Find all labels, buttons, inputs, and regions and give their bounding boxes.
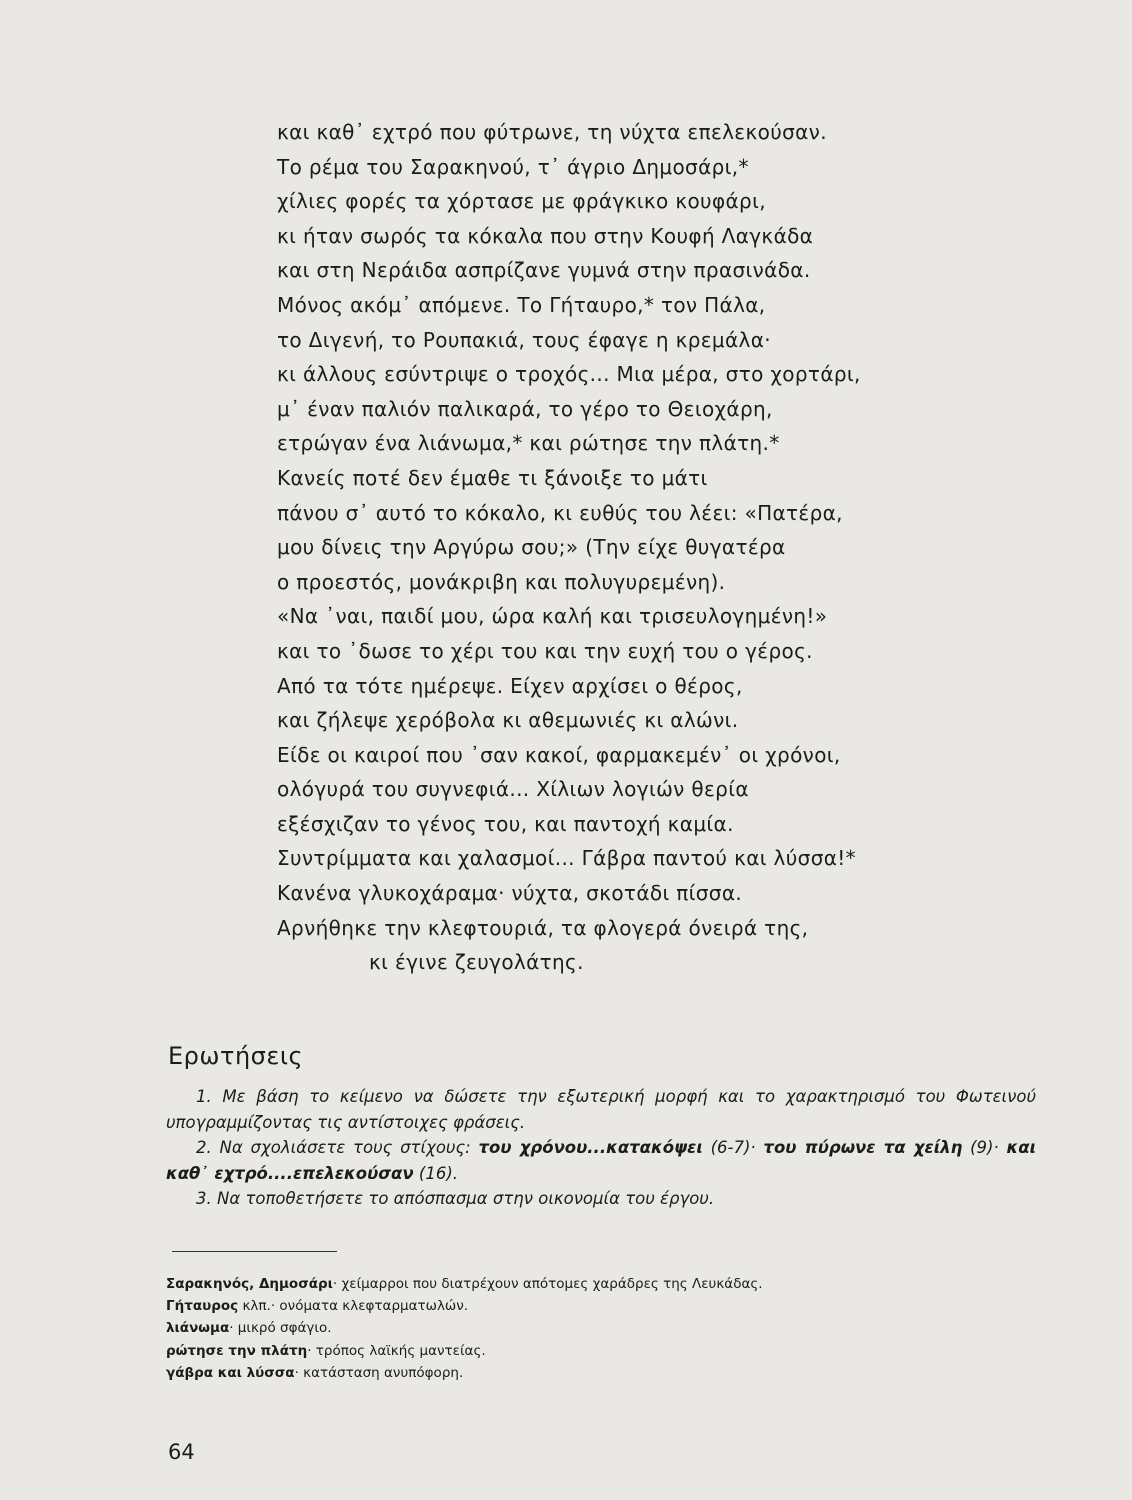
question-2-line-num: (16). [413, 1163, 459, 1183]
poem-line: ετρώγαν ένα λιάνωμα,* και ρώτησε την πλάτη.* [277, 431, 780, 456]
poem-line: Μόνος ακόμ᾽ απόμενε. Το Γήταυρο,* τον Πάλα, [277, 292, 766, 317]
question-1: 1. Με βάση το κείμενο να δώσετε την εξωτερική μορφή και το χαρακτηρισμό του Φωτεινού υπογραμμίζοντας τις αντίστοιχες φράσεις. [166, 1087, 1036, 1132]
poem-line: εξέσχιζαν το γένος του, και παντοχή καμία. [277, 811, 734, 836]
poem-line: και καθ᾽ εχτρό που φύτρωνε, τη νύχτα επελεκούσαν. [277, 120, 827, 144]
footnote-definition: κλπ.· ονόματα κλεφταρματωλών. [238, 1298, 469, 1315]
poem-line: και στη Νεράιδα ασπρίζανε γυμνά στην πρασινάδα. [277, 258, 811, 283]
footnote-term: Γήταυρος [166, 1298, 239, 1315]
poem-text [277, 115, 977, 980]
poem-line: Είδε οι καιροί που ᾽σαν κακοί, φαρμακεμέν᾽ οι χρόνοι, [277, 742, 841, 767]
poem-line: Κανένα γλυκοχάραμα· νύχτα, σκοτάδι πίσσα. [277, 881, 743, 906]
question-2-line-num: (9)· [962, 1138, 1007, 1157]
poem-line: χίλιες φορές τα χόρτασε με φράγκικο κουφάρι, [277, 189, 766, 214]
footnote-term: γάβρα και λύσσα [166, 1364, 295, 1381]
poem-line: το Διγενή, το Ρουπακιά, τους έφαγε η κρεμάλα· [277, 327, 771, 352]
question-2-verse-ref: του χρόνου...κατακόψει [478, 1138, 703, 1157]
poem-line: Κανείς ποτέ δεν έμαθε τι ξάνοιξε το μάτι [277, 465, 708, 490]
footnote [166, 1362, 966, 1384]
question-2-verse-ref: του πύρωνε τα χείλη [763, 1138, 963, 1157]
poem-line: Από τα τότε ημέρεψε. Είχεν αρχίσει ο θέρος, [277, 673, 743, 698]
footnote-definition: · χείμαρροι που διατρέχουν απότομες χαράδρες της Λευκάδας. [332, 1276, 763, 1292]
footnote [166, 1295, 966, 1317]
poem-line: Το ρέμα του Σαρακηνού, τ᾽ άγριο Δημοσάρι,* [277, 154, 749, 179]
footnote [166, 1317, 966, 1339]
questions-list [166, 1084, 1036, 1212]
footnotes [166, 1273, 966, 1384]
poem-line: και ζήλεψε χερόβολα κι αθεμωνιές κι αλώνι. [277, 708, 739, 733]
footnote-divider [172, 1251, 337, 1252]
poem-line: και το ᾽δωσε το χέρι του και την ευχή του ο γέρος. [277, 638, 813, 663]
poem-line: μ᾽ έναν παλιόν παλικαρά, το γέρο το Θειοχάρη, [277, 396, 773, 421]
footnote [166, 1340, 966, 1362]
poem-line: «Να ᾽ναι, παιδί μου, ώρα καλή και τρισευλογημένη!» [277, 604, 828, 629]
footnote [166, 1273, 966, 1295]
page-number: 64 [168, 1440, 195, 1464]
footnote-term: Σαρακηνός, Δημοσάρι [166, 1276, 333, 1292]
footnote-definition: · κατάσταση ανυπόφορη. [294, 1364, 464, 1381]
footnote-definition: · τρόπος λαϊκής μαντείας. [307, 1342, 486, 1359]
footnote-definition: · μικρό σφάγιο. [229, 1320, 332, 1337]
question-2-intro: 2. Να σχολιάσετε τους στίχους: [196, 1138, 479, 1157]
footnote-term: ρώτησε την πλάτη [166, 1342, 308, 1359]
poem-line: κι έγινε ζευγολάτης. [369, 950, 584, 975]
poem-line: κι ήταν σωρός τα κόκαλα που στην Κουφή Λαγκάδα [277, 223, 814, 248]
question-2 [166, 1135, 1036, 1186]
footnote-term: λιάνωμα [166, 1320, 230, 1337]
questions-heading: Ερωτήσεις [168, 1042, 304, 1070]
poem-line: Συντρίμματα και χαλασμοί... Γάβρα παντού και λύσσα!* [277, 846, 856, 871]
poem-line: ολόγυρά του συγνεφιά... Χίλιων λογιών θερία [277, 777, 749, 802]
poem-line: ο προεστός, μονάκριβη και πολυγυρεμένη). [277, 569, 726, 594]
question-3: 3. Να τοποθετήσετε το απόσπασμα στην οικονομία του έργου. [196, 1189, 715, 1208]
poem-line: κι άλλους εσύντριψε ο τροχός... Μια μέρα, στο χορτάρι, [277, 362, 861, 387]
poem-line: πάνου σ᾽ αυτό το κόκαλο, κι ευθύς του λέει: «Πατέρα, [277, 500, 843, 525]
poem-line: μου δίνεις την Αργύρω σου;» (Την είχε θυγατέρα [277, 535, 786, 560]
question-2-line-num: (6-7)· [702, 1138, 764, 1157]
question-2-verse-ref: και καθ᾽ εχτρό....επελεκούσαν [166, 1138, 1037, 1183]
poem-line: Αρνήθηκε την κλεφτουριά, τα φλογερά όνειρά της, [277, 915, 809, 940]
